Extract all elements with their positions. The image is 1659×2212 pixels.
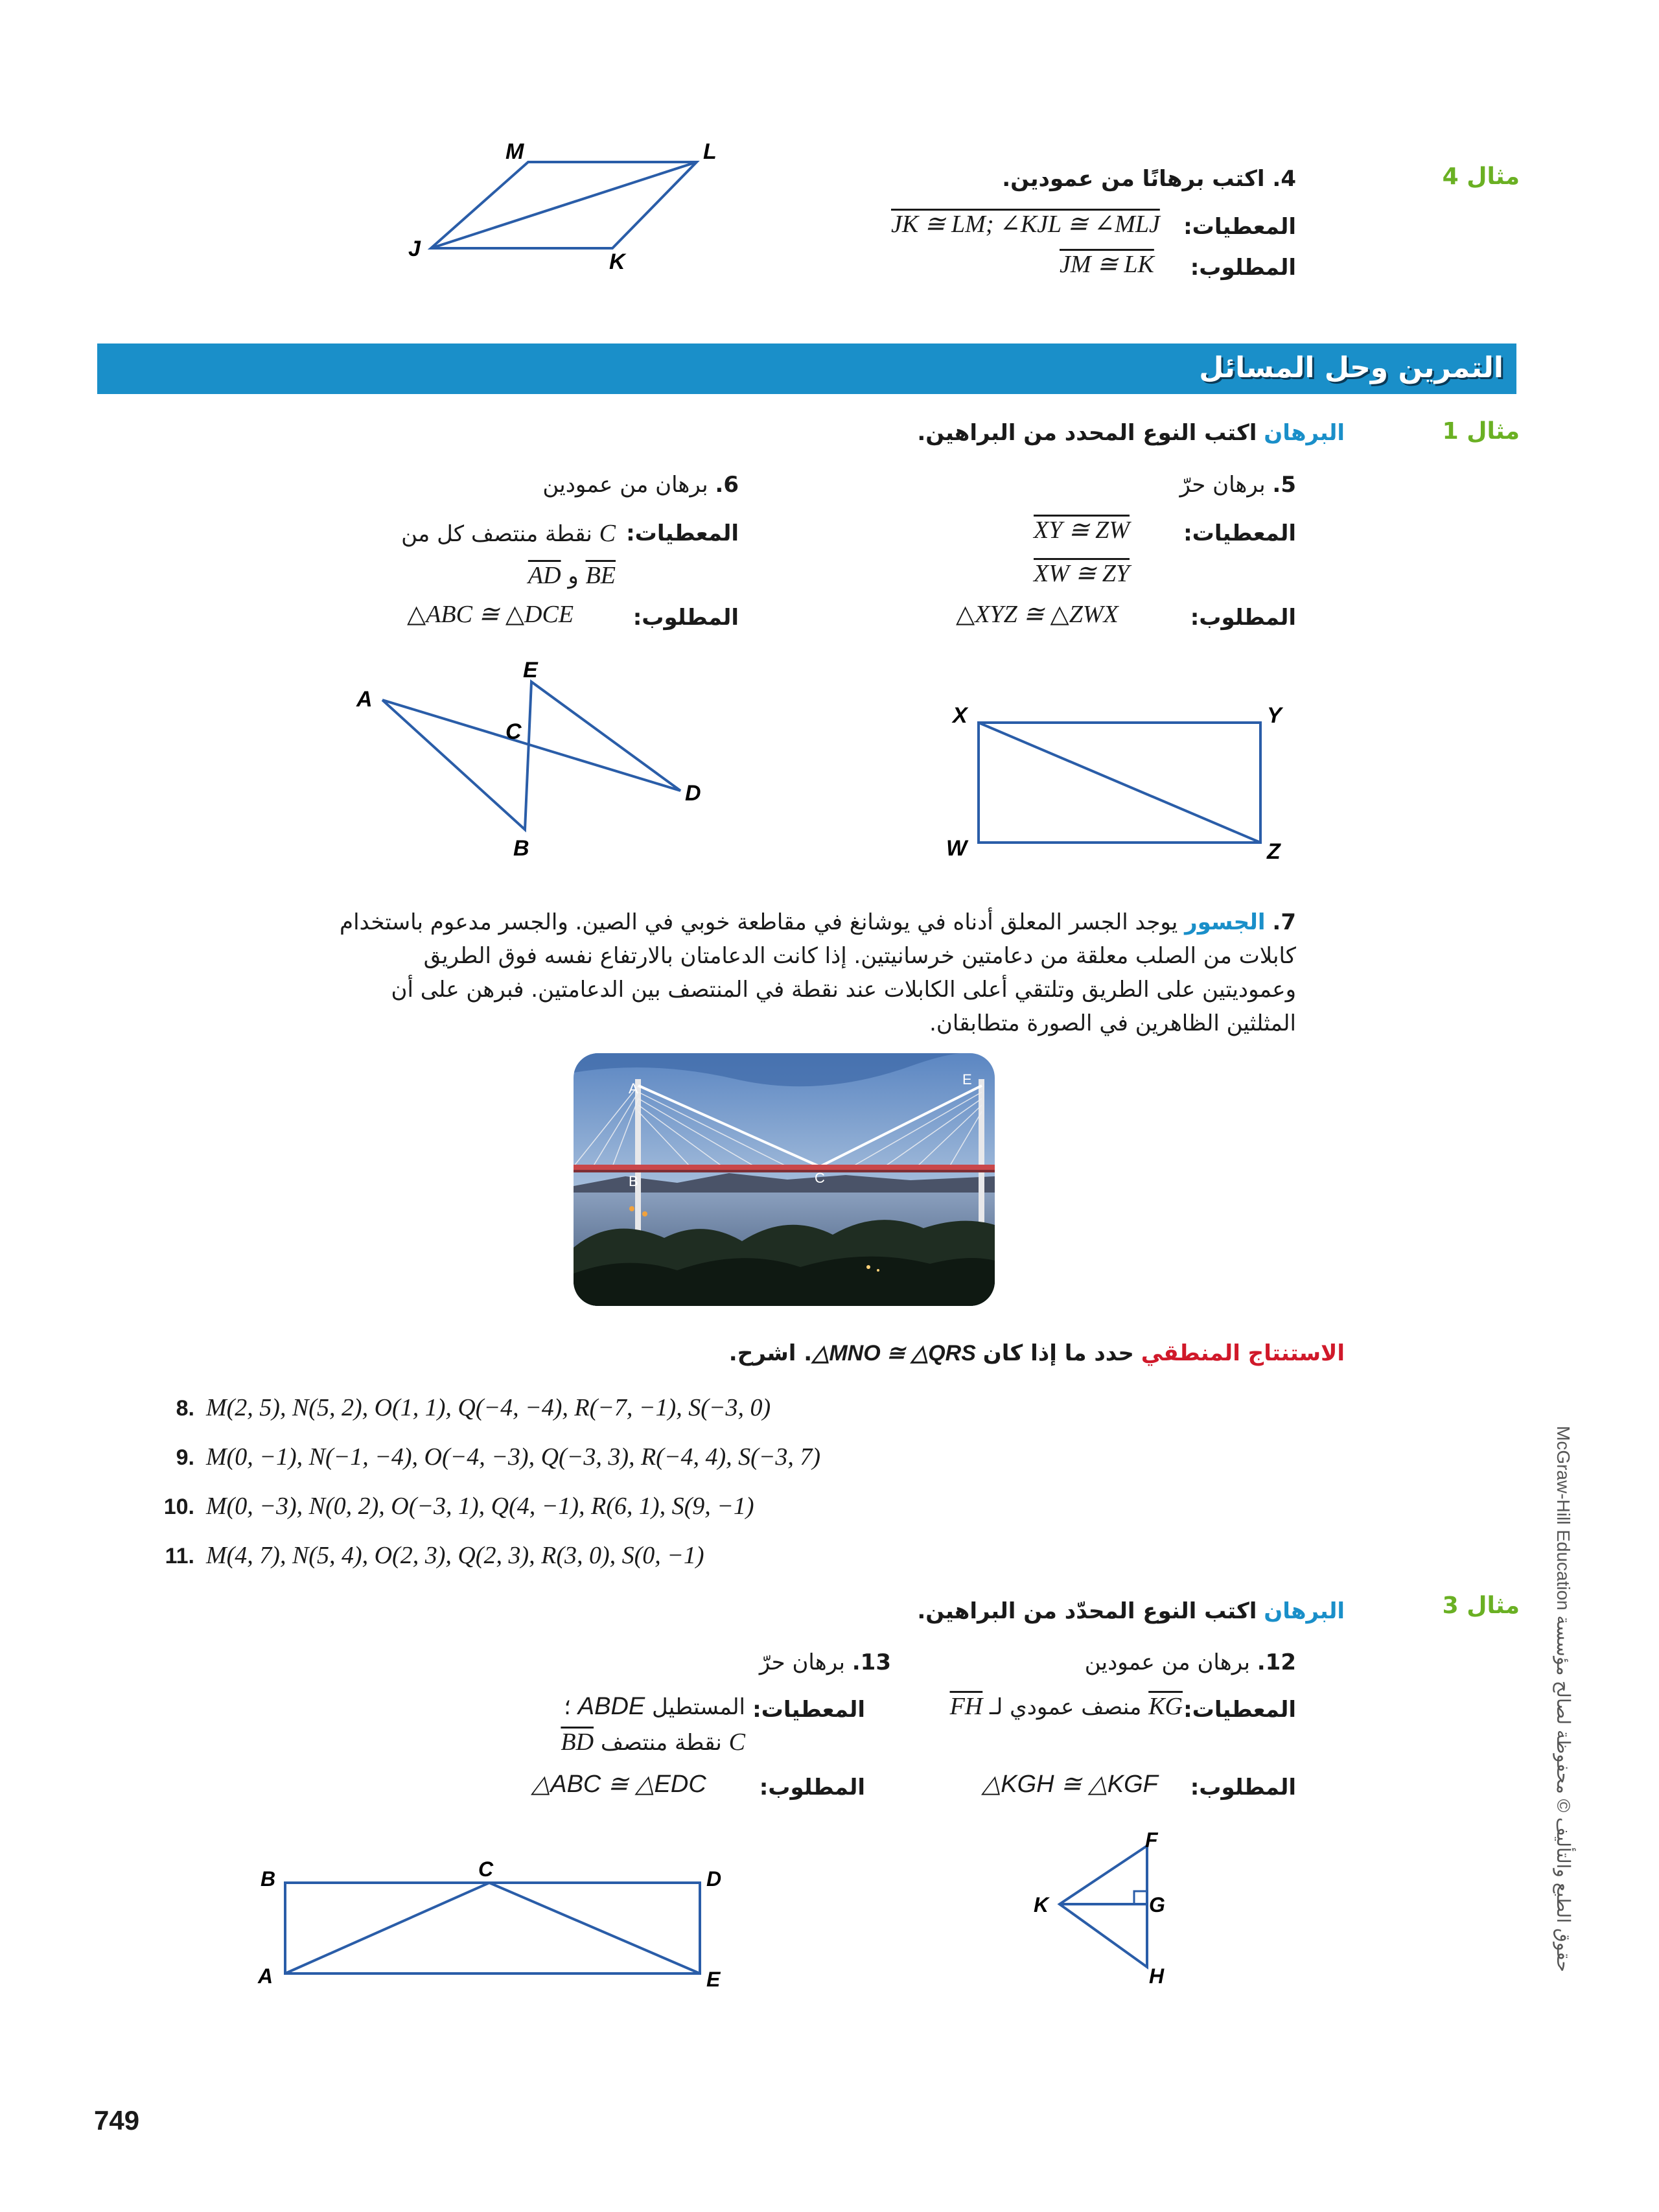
vertex-label-x: X	[953, 703, 968, 728]
problem-6-given-2: BE و AD	[528, 562, 616, 589]
vertex-label-j: J	[408, 237, 421, 261]
photo-label-b: B	[629, 1173, 638, 1189]
problem-13-header: 13. برهان حرّ	[759, 1649, 891, 1675]
problem-12-given: KG منصف عمودي لـ FH	[949, 1693, 1183, 1720]
vertex-label-b: B	[261, 1867, 276, 1891]
vertex-label-d: D	[685, 781, 701, 806]
copyright-sidebar	[1550, 1426, 1576, 2074]
photo-label-a: A	[629, 1080, 638, 1097]
problem-5-prove-label: المطلوب:	[1190, 605, 1296, 631]
coord-problem-10: 10. M(0, −3), N(0, 2), O(−3, 1), Q(4, −1), R(6, 1), S(9, −1)	[163, 1493, 754, 1520]
vertex-label-a: A	[258, 1964, 273, 1988]
example-1-instruction: البرهان اكتب النوع المحدد من البراهين.	[917, 420, 1345, 446]
problem-5-given-2: XW ≅ ZY	[1034, 560, 1130, 587]
problem-7-line-4: المثلثين الظاهرين في الصورة متطابقان.	[929, 1010, 1296, 1036]
vertex-label-y: Y	[1267, 703, 1282, 728]
vertex-label-k: K	[609, 250, 625, 269]
problem-13-givens-label: المعطيات:	[752, 1697, 865, 1723]
coord-problem-8: 8. M(2, 5), N(5, 2), O(1, 1), Q(−4, −4), R(−7, −1), S(−3, 0)	[176, 1394, 771, 1421]
example-4-tag: مثال 4	[1442, 163, 1520, 190]
vertex-label-e: E	[706, 1968, 721, 1990]
figure-parallelogram-jklm	[402, 139, 739, 269]
problem-6-givens-label: المعطيات:	[626, 520, 739, 546]
figure-triangles-abcde	[343, 648, 732, 862]
vertex-label-d: D	[706, 1867, 722, 1891]
problem-12-prove-label: المطلوب:	[1190, 1775, 1296, 1800]
example-1-tag: مثال 1	[1442, 418, 1520, 445]
problem-4-givens-label: المعطيات:	[1183, 214, 1296, 240]
problem-4-number: 4.	[1272, 166, 1296, 192]
problem-4-instruction: اكتب برهانًا من عمودين.	[1002, 166, 1265, 192]
vertex-label-f: F	[1145, 1828, 1158, 1852]
section-banner-title: التمرين وحل المسائل	[1199, 351, 1503, 384]
problem-6-prove: △ABC ≅ △DCE	[407, 601, 574, 628]
problem-4-givens: JK ≅ LM; ∠KJL ≅ ∠MLJ	[891, 211, 1160, 238]
problem-13-prove: △ABC ≅ △EDC	[531, 1771, 706, 1798]
vertex-label-c: C	[505, 719, 522, 744]
problem-6-given-1: C نقطة منتصف كل من	[401, 520, 616, 547]
page-number: 749	[94, 2105, 140, 2136]
problem-6-prove-label: المطلوب:	[632, 605, 739, 631]
vertex-label-b: B	[513, 836, 529, 861]
problem-12-givens-label: المعطيات:	[1183, 1697, 1296, 1723]
bridge-photo	[574, 1053, 995, 1306]
vertex-label-k: K	[1034, 1893, 1049, 1916]
coord-problem-9: 9. M(0, −1), N(−1, −4), O(−4, −3), Q(−3, 3), R(−4, 4), S(−3, 7)	[176, 1443, 821, 1471]
vertex-label-w: W	[946, 836, 968, 861]
copyright-text: McGraw-Hill Education حقوق الطبع والتأليف © محفوظة لصالح مؤسسة	[1553, 1426, 1573, 1972]
problem-13-given-1: المستطيل ABDE ؛	[564, 1693, 745, 1720]
reasoning-instruction: الاستنتاج المنطقي حدد ما إذا كان △MNO ≅ △QRS. اشرح.	[728, 1340, 1345, 1366]
problem-5-givens-label: المعطيات:	[1183, 520, 1296, 546]
problem-12-header: 12. برهان من عمودين	[1084, 1649, 1296, 1675]
problem-4-text	[1002, 161, 1296, 197]
vertex-label-h: H	[1149, 1964, 1165, 1988]
example-3-tag: مثال 3	[1442, 1592, 1520, 1619]
vertex-label-g: G	[1149, 1893, 1165, 1916]
photo-label-e: E	[962, 1071, 972, 1088]
problem-12-prove: △KGH ≅ △KGF	[982, 1771, 1158, 1798]
problem-7-line-2: كابلات من الصلب معلقة من دعامتين خرسانيتين. إذا كانت الدعامتان بالارتفاع نفسه فوق الطريق	[423, 943, 1296, 969]
photo-label-c: C	[815, 1170, 825, 1186]
problem-13-prove-label: المطلوب:	[759, 1775, 865, 1800]
vertex-label-e: E	[523, 658, 538, 682]
problem-6-header: 6. برهان من عمودين	[542, 472, 739, 498]
problem-5-given-1: XY ≅ ZW	[1034, 517, 1130, 544]
vertex-label-l: L	[703, 139, 717, 164]
vertex-label-a: A	[356, 687, 373, 712]
figure-triangle-fkh	[1027, 1821, 1183, 1990]
vertex-label-z: Z	[1267, 839, 1281, 862]
problem-5-prove: △XYZ ≅ △ZWX	[956, 601, 1119, 628]
vertex-label-c: C	[478, 1857, 494, 1881]
problem-5-header: 5. برهان حرّ	[1179, 472, 1296, 498]
figure-rectangle-abde	[253, 1854, 745, 1990]
vertex-label-m: M	[505, 139, 524, 164]
problem-7-line-1: 7. الجسور يوجد الجسر المعلق أدناه في يوشانغ في مقاطعة خوبي في الصين. والجسر مدعوم باستخدام	[340, 909, 1296, 935]
coord-problem-11: 11. M(4, 7), N(5, 4), O(2, 3), Q(2, 3), R(3, 0), S(0, −1)	[165, 1542, 704, 1569]
figure-rectangle-xyzw	[940, 693, 1303, 862]
problem-4-prove: JM ≅ LK	[1060, 251, 1154, 278]
problem-7-line-3: وعموديتين على الطريق وتلتقي أعلى الكابلات عند نقطة في المنتصف بين الدعامتين. فبرهن على أن	[391, 977, 1296, 1003]
problem-4-prove-label: المطلوب:	[1190, 255, 1296, 281]
example-3-instruction: البرهان اكتب النوع المحدّد من البراهين.	[917, 1598, 1345, 1624]
section-banner	[97, 343, 1516, 394]
problem-13-given-2: C نقطة منتصف BD	[561, 1729, 745, 1756]
